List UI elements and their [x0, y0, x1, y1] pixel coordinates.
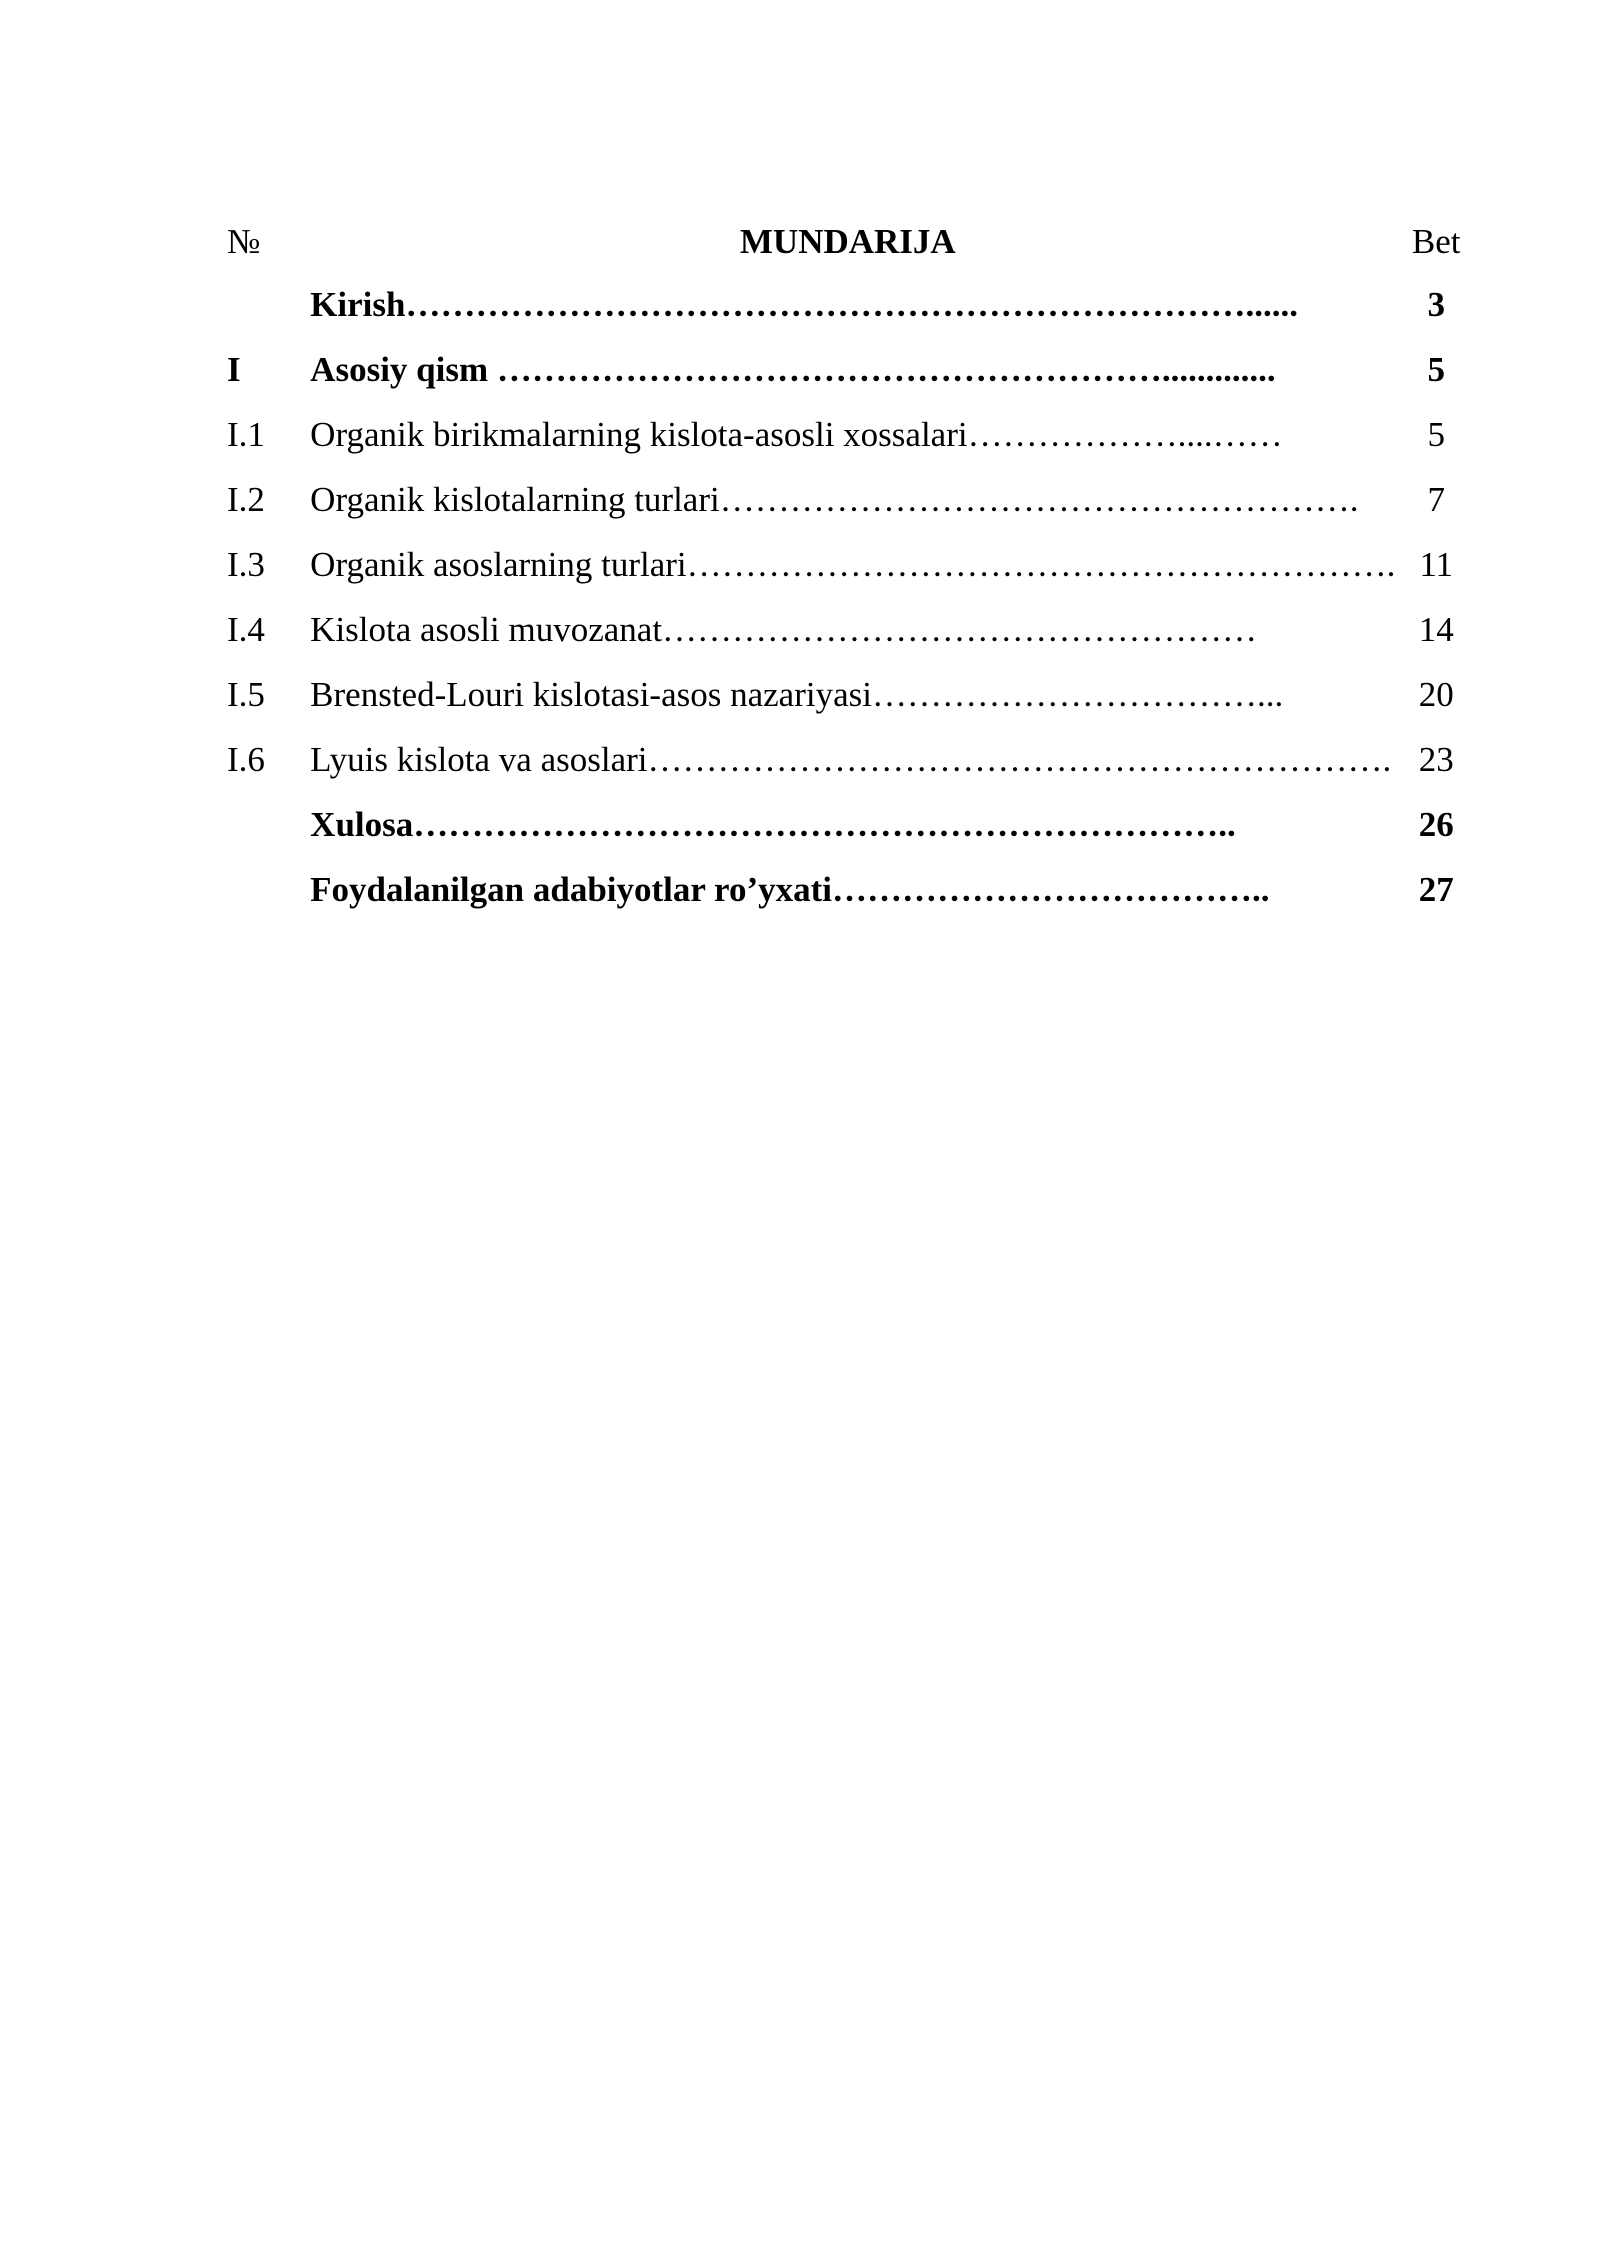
toc-number: I.6: [227, 740, 265, 779]
table-of-contents: [227, 210, 1477, 922]
toc-row: [227, 857, 1477, 922]
toc-page: 7: [1427, 480, 1445, 519]
toc-row: [227, 467, 1477, 532]
toc-row: [227, 597, 1477, 662]
toc-number: I.5: [227, 675, 265, 714]
toc-number: I.3: [227, 545, 265, 584]
toc-title: Organik kislotalarning turlari……………………………………………….: [310, 480, 1359, 519]
toc-header-row: [227, 210, 1477, 272]
toc-row: [227, 662, 1477, 727]
toc-number: I.4: [227, 610, 265, 649]
toc-page: 5: [1427, 350, 1445, 389]
toc-number: I.1: [227, 415, 265, 454]
toc-page: 27: [1418, 870, 1454, 909]
toc-page: 23: [1418, 740, 1454, 779]
toc-number: I.2: [227, 480, 265, 519]
toc-title: Kislota asosli muvozanat……………………………………………: [310, 610, 1258, 649]
toc-row: [227, 337, 1477, 402]
toc-title: Brensted-Louri kislotasi-asos nazariyasi……………………………...: [310, 675, 1284, 714]
toc-page: 3: [1427, 285, 1445, 324]
page-title: MUNDARIJA: [739, 221, 956, 261]
toc-title: Asosiy qism ………………………………………………….............: [310, 350, 1276, 389]
toc-page: 20: [1418, 675, 1454, 714]
page-column-header: Bet: [1411, 221, 1461, 261]
toc-number: [227, 857, 310, 922]
toc-page: 26: [1418, 805, 1454, 844]
toc-row: [227, 532, 1477, 597]
toc-row: [227, 272, 1477, 337]
toc-title: Kirish………………………………………………………………......: [310, 285, 1298, 324]
toc-title: Xulosa……………………………………………………………..: [310, 805, 1236, 844]
toc-title: Organik asoslarning turlari…………………………………………………….: [310, 545, 1396, 584]
number-column-header: №: [227, 221, 261, 261]
toc-page: 14: [1418, 610, 1454, 649]
toc-title: Lyuis kislota va asoslari……………………………………………………….: [310, 740, 1392, 779]
toc-title: Foydalanilgan adabiyotlar ro’yxati………………………………..: [310, 870, 1270, 909]
toc-number: [227, 272, 310, 337]
toc-row: [227, 792, 1477, 857]
toc-page: 5: [1427, 415, 1445, 454]
toc-title: Organik birikmalarning kislota-asosli xossalari………………....……: [310, 415, 1283, 454]
toc-number: [227, 792, 310, 857]
toc-number: I: [227, 350, 241, 389]
toc-row: [227, 402, 1477, 467]
toc-row: [227, 727, 1477, 792]
toc-page: 11: [1419, 545, 1454, 584]
